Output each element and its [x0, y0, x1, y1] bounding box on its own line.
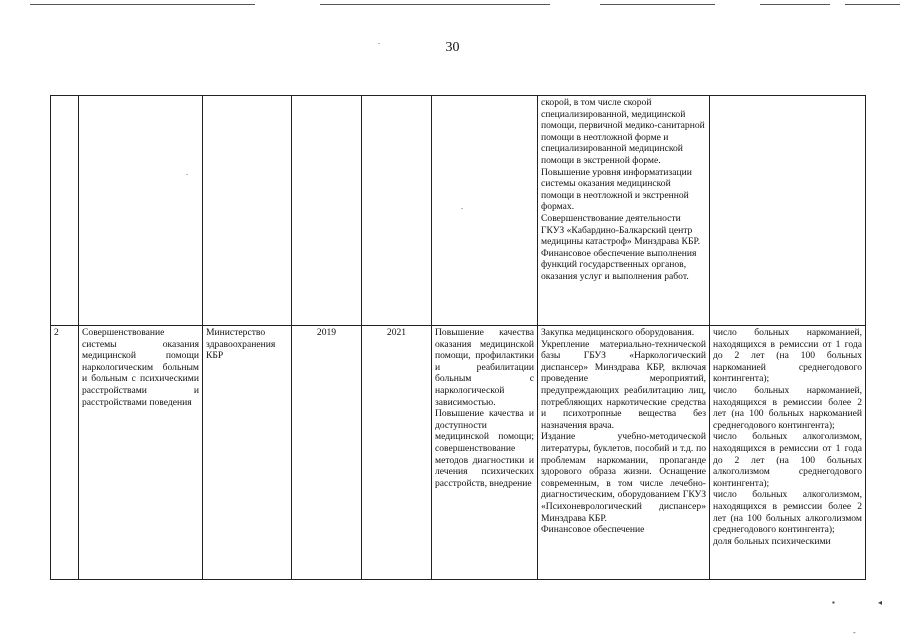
cell-num: 2 — [51, 326, 79, 580]
indicator-text: число больных наркоманией, находящихся в ремиссии от 1 года до 2 лет (на 100 больных наркоманией среднегодового контингента); — [713, 327, 862, 385]
cell-executor — [203, 96, 292, 326]
activity-text: Закупка медицинского оборудования. — [541, 327, 695, 338]
scan-speck: . — [378, 37, 380, 46]
cell-num — [51, 96, 79, 326]
cell-end-year: 2021 — [362, 326, 432, 580]
indicator-text: число больных наркоманией, находящихся в ремиссии более 2 лет (на 100 больных наркоманией среднегодового контингента); — [713, 384, 862, 431]
scan-speck: . — [186, 168, 188, 177]
cell-result — [432, 96, 538, 326]
scan-line — [760, 4, 830, 5]
scan-line — [30, 4, 255, 5]
scan-speck: - — [853, 628, 856, 637]
activity-text: Издание учебно-методической литературы, буклетов, пособий и т.д. по проблемам наркомании, пропаганде здорового образа жизни. Оснащение современным, в том числе лечебно-диагностическим, оборудованием ГКУЗ «Психоневрологический диспансер» Минздрава КБР. — [541, 431, 706, 524]
page-number: 30 — [445, 40, 460, 55]
activity-text: Совершенствование деятельности ГКУЗ «Кабардино-Балкарский центр медицины катастроф» Минздрава КБР. — [541, 212, 700, 248]
table-row — [51, 326, 866, 580]
table-row — [51, 96, 866, 326]
indicator-text: доля больных психическими — [713, 535, 831, 547]
scan-speck: . — [461, 202, 463, 211]
scan-speck: ▪ — [832, 598, 835, 607]
cell-activities — [538, 96, 710, 326]
scan-line — [600, 4, 715, 5]
activity-text: Финансовое обеспечение выполнения функций государственных органов, оказания услуг и выполнения работ. — [541, 247, 697, 282]
cell-start-year — [292, 96, 362, 326]
cell-activities — [538, 326, 710, 580]
indicator-text: число больных алкоголизмом, находящихся в ремиссии более 2 лет (на 100 больных алкоголизмом среднегодового контингента); — [713, 489, 862, 536]
cell-result: Повышение качества оказания медицинской помощи, профилактики и реабилитации больным с наркологической зависимостью. Повышение качества и доступности медицинской помощи; совершенствование методов диагностики и лечения психических расстройств, внедрение — [432, 326, 538, 580]
indicator-text: число больных алкоголизмом, находящихся в ремиссии от 1 года до 2 лет (на 100 больных алкоголизмом среднегодового контингента); — [713, 431, 862, 489]
activity-text: Финансовое обеспечение — [541, 524, 645, 536]
cell-name: Совершенствование системы оказания медицинской помощи наркологическим больным и больным с психическими расстройствами и расстройствами поведения — [79, 326, 203, 580]
program-table — [50, 95, 866, 580]
cell-start-year: 2019 — [292, 326, 362, 580]
activity-text: Повышение уровня информатизации системы оказания медицинской помощи в неотложной и экстренной формах. — [541, 166, 692, 213]
cell-end-year — [362, 96, 432, 326]
activity-text: скорой, в том числе скорой специализированной, медицинской помощи, первичной медико-санитарной помощи в неотложной форме и специализированной медицинской помощи в экстренной форме. — [541, 97, 705, 166]
scan-line — [320, 4, 550, 5]
cell-indicators — [710, 326, 866, 580]
scan-line — [845, 4, 900, 5]
cell-name — [79, 96, 203, 326]
activity-text: Укрепление материально-технической базы ГБУЗ «Наркологический диспансер» Минздрава КБР, включая проведение мероприятий, предупреждающих реабилитацию лиц, потребляющих наркотические средства и психотропные вещества без назначения врача. — [541, 338, 706, 431]
cell-indicators — [710, 96, 866, 326]
scan-speck: ◂ — [878, 598, 883, 607]
cell-executor: Министерство здравоохранения КБР — [203, 326, 292, 580]
